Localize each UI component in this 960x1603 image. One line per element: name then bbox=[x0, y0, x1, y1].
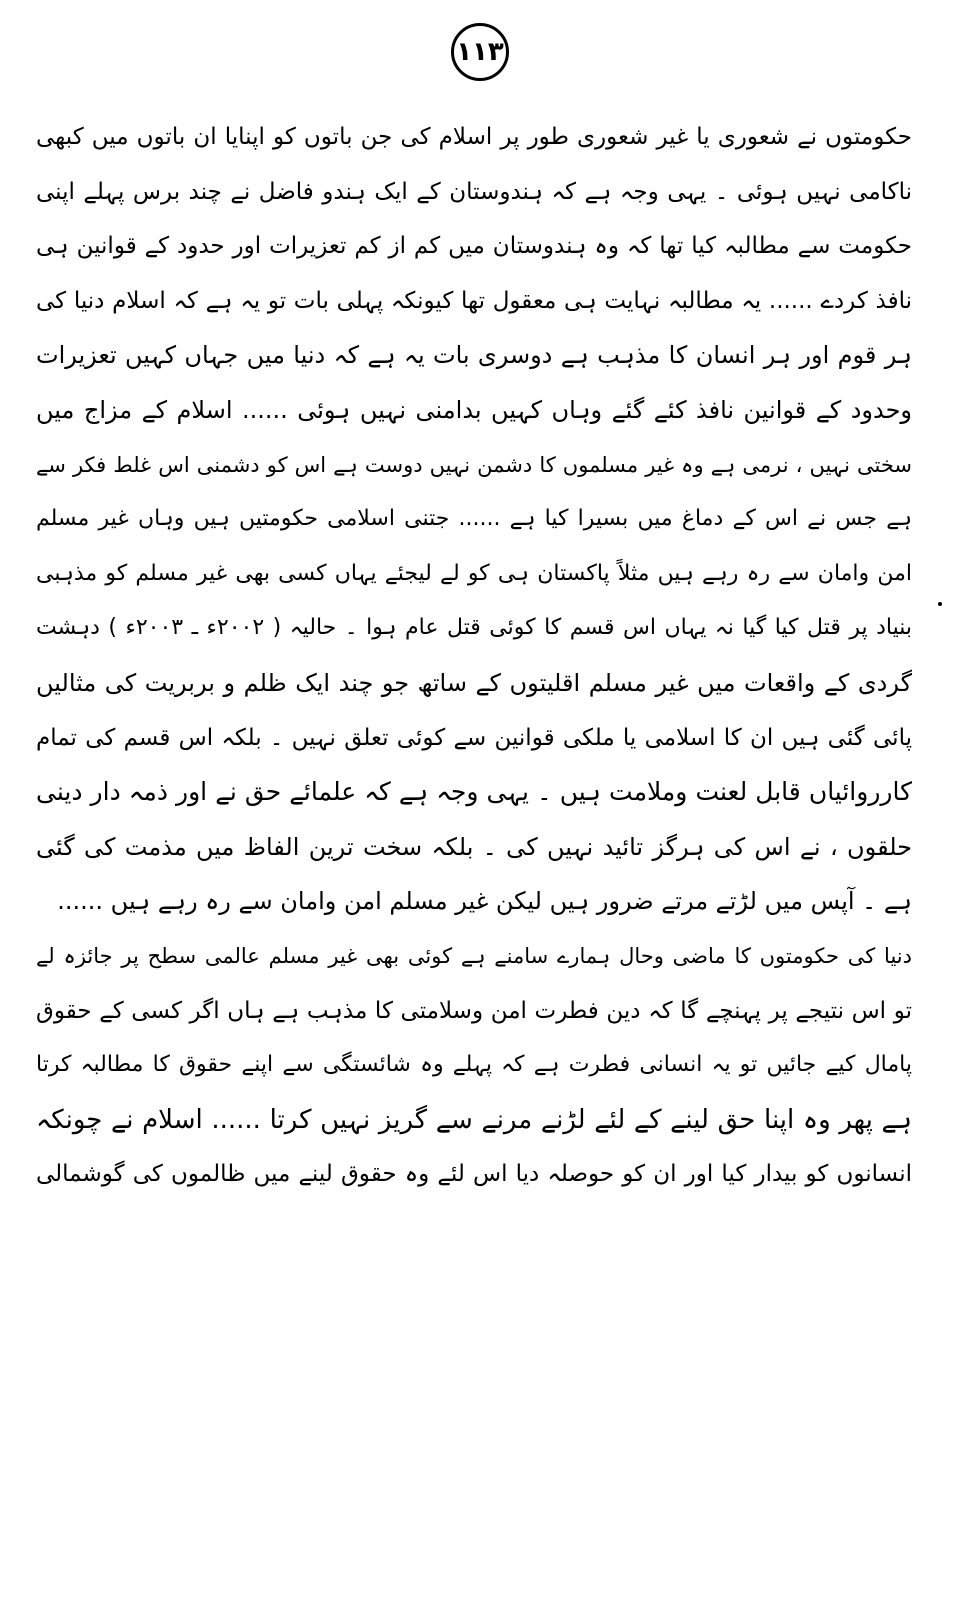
page-header bbox=[0, 20, 960, 84]
text-line: سختی نہیں ، نرمی ہے وہ غیر مسلموں کا دشمن نہیں دوست ہے اس کو دشمنی اس غلط فکر سے bbox=[36, 452, 912, 477]
text-line: دنیا کی حکومتوں کا ماضی وحال ہمارے سامنے ہے کوئی بھی غیر مسلم عالمی سطح پر جائزہ لے bbox=[36, 943, 912, 968]
text-line: بنیاد پر قتل کیا گیا نہ یہاں اس قسم کا کوئی قتل عام ہوا ۔ حالیہ ( ۲۰۰۲ء ـ ۲۰۰۳ء ) دہشت bbox=[36, 615, 912, 641]
text-line: ہے پھر وہ اپنا حق لینے کے لئے لڑنے مرنے سے گریز نہیں کرتا ...... اسلام نے چونکہ bbox=[36, 1104, 912, 1135]
text-line: ہر قوم اور ہر انسان کا مذہب ہے دوسری بات یہ ہے کہ دنیا میں جہاں کہیں تعزیرات bbox=[36, 341, 912, 370]
text-line: ناکامی نہیں ہوئی ۔ یہی وجہ ہے کہ ہندوستان کے ایک ہندو فاضل نے چند برس پہلے اپنی bbox=[36, 178, 912, 205]
text-line: کارروائیاں قابل لعنت وملامت ہیں ۔ یہی وجہ ہے کہ علمائے حق نے اور ذمہ دار دینی bbox=[36, 777, 912, 807]
text-line: امن وامان سے رہ رہے ہیں مثلاً پاکستان ہی کو لے لیجئے یہاں کسی بھی غیر مسلم کو مذہبی bbox=[36, 560, 912, 586]
text-line: وحدود کے قوانین نافذ کئے گئے وہاں کہیں بدامنی نہیں ہوئی ...... اسلام کے مزاج میں bbox=[36, 395, 912, 424]
text-line: پائی گئی ہیں ان کا اسلامی یا ملکی قوانین سے کوئی تعلق نہیں ۔ بلکہ اس قسم کی تمام bbox=[36, 724, 912, 751]
scan-speck bbox=[938, 602, 942, 606]
text-line: ہے ۔ آپس میں لڑتے مرتے ضرور ہیں لیکن غیر مسلم امن وامان سے رہ رہے ہیں ...... bbox=[57, 887, 912, 916]
text-line: پامال کیے جائیں تو یہ انسانی فطرت ہے کہ پہلے وہ شائستگی سے اپنے حقوق کا مطالبہ کرتا bbox=[36, 1052, 912, 1078]
text-line: تو اس نتیجے پر پہنچے گا کہ دین فطرت امن وسلامتی کا مذہب ہے ہاں اگر کسی کے حقوق bbox=[36, 997, 912, 1024]
text-line: گردی کے واقعات میں غیر مسلم اقلیتوں کے ساتھ جو چند ایک ظلم و بربریت کی مثالیں bbox=[36, 668, 912, 697]
text-line: حلقوں ، نے اس کی ہرگز تائید نہیں کی ۔ بلکہ سخت ترین الفاظ میں مذمت کی گئی bbox=[36, 832, 912, 861]
text-line: نافذ کردے ...... یہ مطالبہ نہایت ہی معقول تھا کیونکہ پہلی بات تو یہ ہے کہ اسلام دنیا کی bbox=[36, 287, 912, 314]
body-text bbox=[36, 110, 912, 1202]
text-line: حکومت سے مطالبہ کیا تھا کہ وہ ہندوستان میں کم از کم تعزیرات اور حدود کے قوانین ہی bbox=[36, 233, 912, 260]
text-line: حکومتوں نے شعوری یا غیر شعوری طور پر اسلام کی جن باتوں کو اپنایا ان باتوں میں کبھی bbox=[36, 124, 912, 150]
page-number: ۱۱۳ bbox=[451, 23, 509, 81]
text-line: انسانوں کو بیدار کیا اور ان کو حوصلہ دیا اس لئے وہ حقوق لینے میں ظالموں کی گوشمالی bbox=[36, 1161, 912, 1188]
text-line: ہے جس نے اس کے دماغ میں بسیرا کیا ہے ...... جتنی اسلامی حکومتیں ہیں وہاں غیر مسلم bbox=[36, 506, 912, 532]
